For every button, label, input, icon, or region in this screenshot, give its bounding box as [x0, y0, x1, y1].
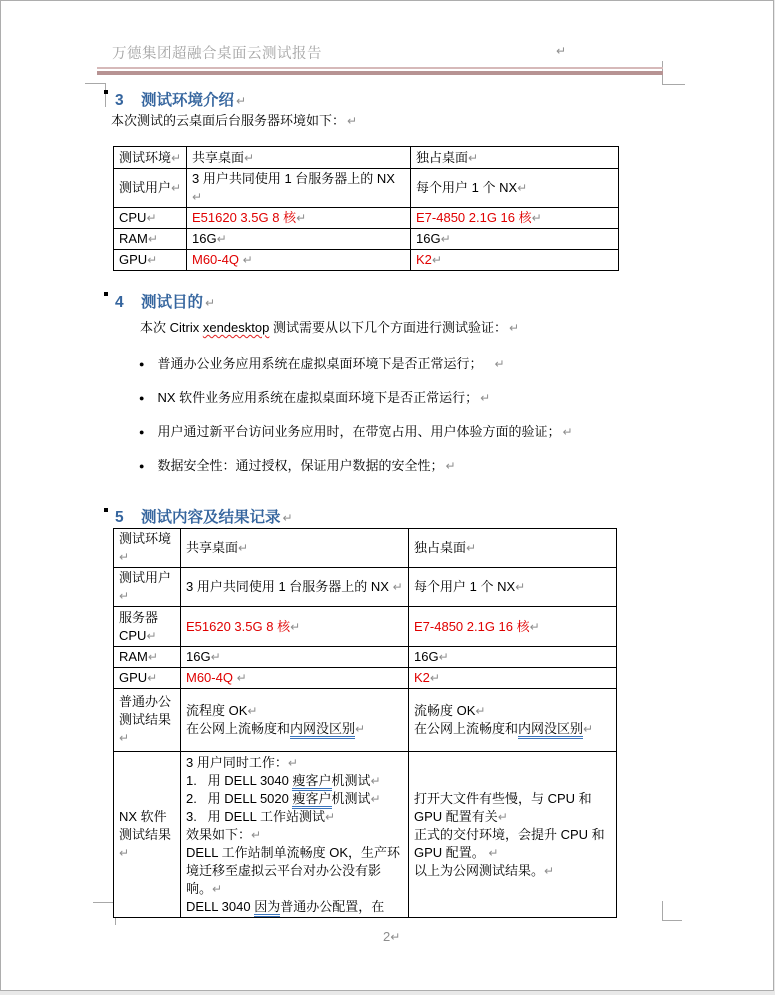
section-3-heading: [115, 88, 246, 110]
paragraph-mark: ↵: [390, 930, 401, 944]
header-paragraph-mark: ↵: [556, 44, 567, 58]
t2-r3-label: 服务器 CPU↵: [114, 607, 181, 647]
bullet-item-2: [139, 387, 490, 406]
t1-r5-shared: M60-4Q ↵: [187, 250, 411, 271]
section-4-intro-post: 测试需要从以下几个方面进行测试验证：: [269, 320, 507, 335]
t1-r1-shared: 共享桌面↵: [187, 147, 411, 169]
grammar-marked-text: 内网没区别: [290, 721, 355, 739]
heading-anchor-mark: [104, 292, 108, 296]
t2-r3-shared: E51620 3.5G 8 核↵: [181, 607, 409, 647]
table-row: [114, 229, 619, 250]
t1-r2-dedicated: 每个用户 1 个 NX↵: [411, 169, 619, 208]
paragraph-mark: ↵: [494, 357, 505, 371]
section-4-heading: [115, 290, 215, 312]
page-number: [383, 929, 400, 944]
t2-r2-dedicated: 每个用户 1 个 NX↵: [409, 568, 617, 607]
table-row: [114, 607, 617, 647]
bullet-text: 普通办公业务应用系统在虚拟桌面环境下是否正常运行；: [157, 356, 483, 371]
table-row: [114, 647, 617, 668]
t2-r4-shared: 16G↵: [181, 647, 409, 668]
t2-r7-shared: 3 用户同时工作：↵ 1. 用 DELL 3040 瘦客户机测试↵ 2. 用 DELL 5020 瘦客户机测试↵ 3. 用 DELL 工作站测试↵ 效果如下：↵ DELL 工作站制单流畅度 OK，生产环境迁移至虚拟云平台对办公没有影响。↵ DELL 3040 因为普通办公配置，在: [181, 752, 409, 918]
t1-r4-shared: 16G↵: [187, 229, 411, 250]
section-4-intro-pre: 本次 Citrix: [140, 320, 203, 335]
table-row: [114, 752, 617, 918]
t2-r4-dedicated: 16G↵: [409, 647, 617, 668]
paragraph-mark: ↵: [480, 391, 491, 405]
t2-r3-dedicated: E7-4850 2.1G 16 核↵: [409, 607, 617, 647]
section-5-title: 测试内容及结果记录: [141, 509, 281, 526]
paragraph-mark: ↵: [282, 511, 293, 525]
section-5-number: 5: [115, 509, 124, 526]
t2-r6-shared: 流程度 OK↵ 在公网上流畅度和内网没区别↵: [181, 689, 409, 752]
t2-r1-shared: 共享桌面↵: [181, 529, 409, 568]
table-row: [114, 568, 617, 607]
bullet-text: 用户通过新平台访问业务应用时，在带宽占用、用户体验方面的验证；: [157, 424, 561, 439]
page-number-text: 2: [383, 929, 391, 944]
spellcheck-word: xendesktop: [202, 320, 270, 335]
paragraph-mark: ↵: [445, 459, 456, 473]
section-3-title: 测试环境介绍: [141, 92, 235, 109]
grammar-marked-text: 内网没区别: [518, 721, 583, 739]
section-3-intro: [111, 112, 357, 130]
t2-r6-label: 普通办公 测试结果↵: [114, 689, 181, 752]
t2-r5-label: GPU↵: [114, 668, 181, 689]
running-header-title: 万德集团超融合桌面云测试报告: [112, 46, 322, 62]
section-4-number: 4: [115, 294, 124, 311]
table-row: [114, 147, 619, 169]
crop-mark-top-left-v: [105, 83, 106, 107]
heading-anchor-mark: [104, 90, 108, 94]
bullet-text: 数据安全性：通过授权，保证用户数据的安全性；: [157, 458, 444, 473]
t1-r3-dedicated: E7-4850 2.1G 16 核↵: [411, 208, 619, 229]
table-row: [114, 689, 617, 752]
bullet-icon: ●: [139, 426, 145, 437]
t1-r2-label: 测试用户↵: [114, 169, 187, 208]
results-table: [113, 528, 617, 918]
header-rule-thin: [97, 67, 663, 69]
section-3-intro-text: 本次测试的云桌面后台服务器环境如下：: [111, 113, 346, 128]
paragraph-mark: ↵: [236, 94, 247, 108]
section-5-heading: [115, 505, 293, 527]
t2-r1-label: 测试环境↵: [114, 529, 181, 568]
bullet-item-4: [139, 455, 456, 474]
table-row: [114, 208, 619, 229]
bullet-item-1: [139, 353, 505, 372]
table-row: [114, 668, 617, 689]
t2-r7-label: NX 软件 测试结果↵: [114, 752, 181, 918]
paragraph-mark: ↵: [205, 296, 216, 310]
grammar-marked-text: 瘦客户: [292, 791, 331, 809]
crop-mark-top-right-h: [662, 84, 685, 85]
t1-r5-dedicated: K2↵: [411, 250, 619, 271]
t2-r4-label: RAM↵: [114, 647, 181, 668]
t1-r1-dedicated: 独占桌面↵: [411, 147, 619, 169]
bullet-icon: ●: [139, 392, 145, 403]
bullet-text: NX 软件业务应用系统在虚拟桌面环境下是否正常运行；: [157, 390, 479, 405]
t2-r7-dedicated: 打开大文件有些慢，与 CPU 和 GPU 配置有关↵ 正式的交付环境，会提升 CPU 和 GPU 配置。 ↵ 以上为公网测试结果。↵: [409, 752, 617, 918]
table-row: [114, 529, 617, 568]
t1-r1-label: 测试环境↵: [114, 147, 187, 169]
paragraph-mark: ↵: [508, 321, 520, 335]
t2-r2-shared: 3 用户共同使用 1 台服务器上的 NX ↵: [181, 568, 409, 607]
section-3-number: 3: [115, 92, 124, 109]
t1-r3-label: CPU↵: [114, 208, 187, 229]
environment-table: [113, 146, 619, 271]
table-row: [114, 169, 619, 208]
t2-r5-shared: M60-4Q ↵: [181, 668, 409, 689]
t2-r1-dedicated: 独占桌面↵: [409, 529, 617, 568]
t1-r2-shared: 3 用户共同使用 1 台服务器上的 NX ↵: [187, 169, 411, 208]
grammar-marked-text: 因为: [254, 899, 280, 917]
t1-r3-shared: E51620 3.5G 8 核↵: [187, 208, 411, 229]
t1-r4-dedicated: 16G↵: [411, 229, 619, 250]
table-row: [114, 250, 619, 271]
t2-r2-label: 测试用户↵: [114, 568, 181, 607]
paragraph-mark: ↵: [562, 425, 573, 439]
grammar-marked-text: 瘦客户: [292, 773, 331, 791]
crop-mark-bottom-right-h: [662, 920, 682, 921]
t1-r4-label: RAM↵: [114, 229, 187, 250]
t2-r6-dedicated: 流畅度 OK↵ 在公网上流畅度和内网没区别↵: [409, 689, 617, 752]
bullet-icon: ●: [139, 358, 145, 369]
crop-mark-bottom-right-v: [662, 901, 663, 921]
bullet-icon: ●: [139, 460, 145, 471]
t1-r5-label: GPU↵: [114, 250, 187, 271]
section-4-title: 测试目的: [141, 294, 204, 311]
crop-mark-top-left-h: [85, 83, 106, 84]
t2-r5-dedicated: K2↵: [409, 668, 617, 689]
header-rule-thick: [97, 71, 663, 75]
paragraph-mark: ↵: [347, 114, 358, 128]
bullet-item-3: [139, 421, 573, 440]
section-4-intro: [140, 319, 519, 337]
heading-anchor-mark: [104, 508, 108, 512]
